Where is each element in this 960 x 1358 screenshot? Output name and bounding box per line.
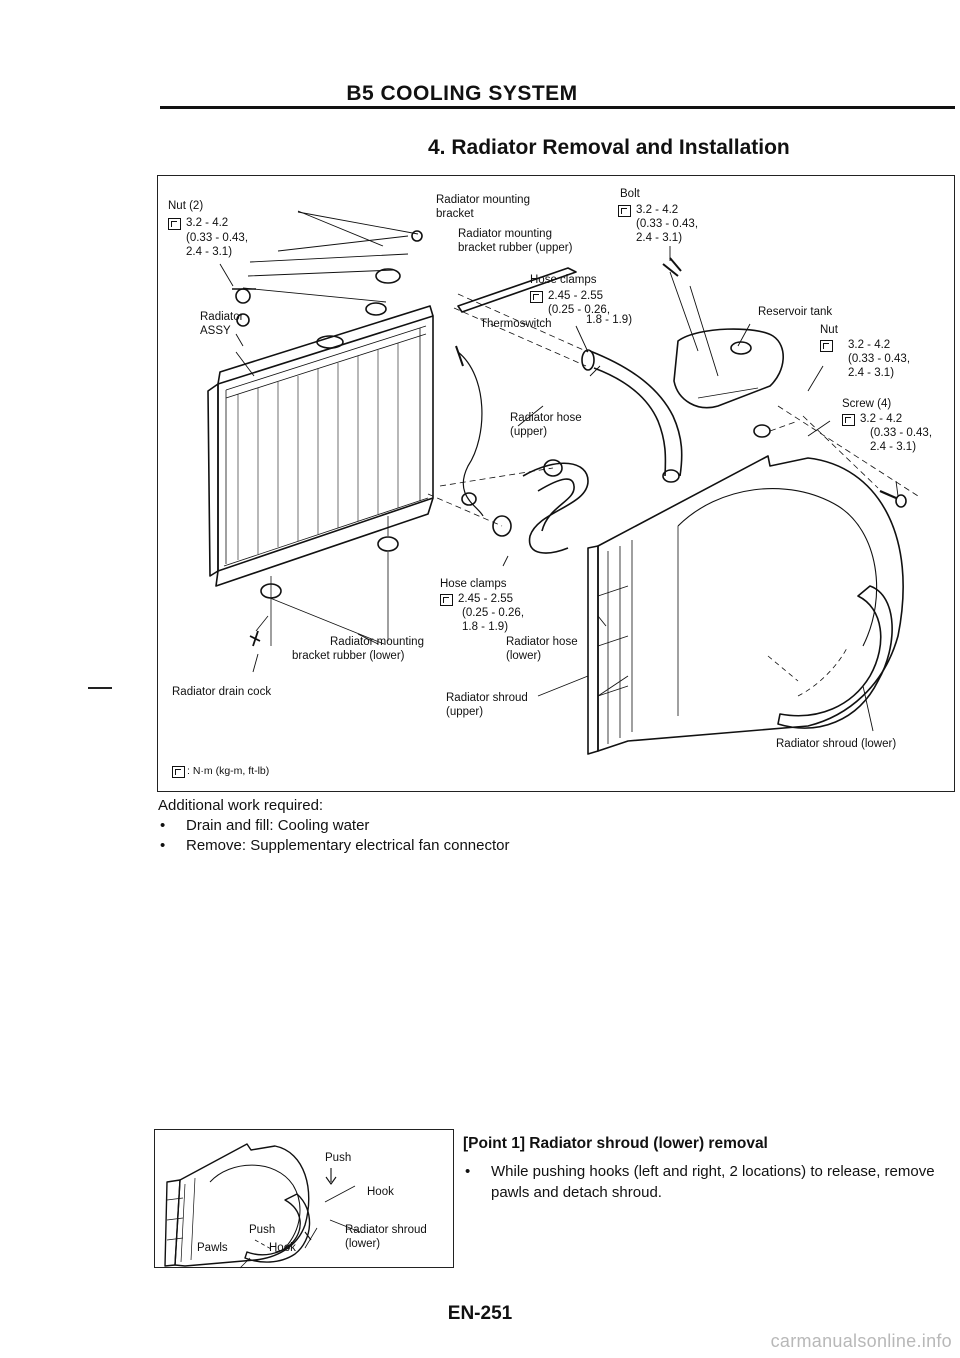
label-hose-clamps-bottom-ftlb: 1.8 - 1.9) — [462, 621, 509, 633]
point-1-instruction: • While pushing hooks (left and right, 2 locations) to release, remove pawls and detach shroud. — [463, 1161, 958, 1203]
label-bolt: Bolt — [620, 188, 640, 200]
label-push-bottom: Push — [249, 1224, 276, 1236]
label-nut-torque: 3.2 - 4.2 — [186, 217, 229, 229]
label-pawls: Pawls — [197, 1242, 228, 1254]
label-hose-clamps-bottom-kgm: (0.25 - 0.26, — [462, 607, 525, 619]
label-nut-right-kgm: (0.33 - 0.43, — [848, 353, 911, 365]
radiator-shroud-upper — [598, 456, 903, 751]
radiator-diagram-drawing — [158, 176, 956, 793]
label-nut: Nut — [820, 324, 838, 336]
label-screw-ftlb: 2.4 - 3.1) — [870, 441, 917, 453]
torque-icon — [842, 414, 855, 426]
label-bolt-torque-kgm: (0.33 - 0.43, — [636, 218, 699, 230]
label-radiator-assy-2: ASSY — [200, 325, 231, 337]
label-thermoswitch: Thermoswitch — [480, 318, 552, 330]
label-shroud-lower-2: Radiator shroud — [345, 1224, 427, 1236]
radiator-exploded-diagram — [157, 175, 955, 792]
label-shroud-upper: Radiator shroud — [446, 692, 528, 704]
label-mount-rubber-lower: Radiator mounting — [330, 636, 424, 648]
label-mount-rubber-lower-2: bracket rubber (lower) — [292, 650, 405, 662]
label-screw-kgm: (0.33 - 0.43, — [870, 427, 933, 439]
page-number: EN-251 — [447, 1303, 513, 1324]
label-nut-right-torque: 3.2 - 4.2 — [848, 339, 891, 351]
label-screw-4: Screw (4) — [842, 398, 892, 410]
label-drain-cock: Radiator drain cock — [172, 686, 272, 698]
label-hose-clamps-top-ftlb: 1.8 - 1.9) — [586, 314, 633, 326]
label-hook-bottom: Hook — [269, 1242, 296, 1254]
label-shroud-lower: Radiator shroud (lower) — [776, 738, 897, 750]
section-title: B5 COOLING SYSTEM — [346, 82, 578, 105]
point-1-title: [Point 1] Radiator shroud (lower) removal — [463, 1135, 768, 1152]
label-hose-upper-2: (upper) — [510, 426, 548, 438]
shroud-lower-removal-diagram — [154, 1129, 454, 1268]
label-hose-clamps-bottom: Hose clamps — [440, 578, 507, 590]
label-hose-lower: Radiator hose — [506, 636, 578, 648]
label-hose-clamps-top: Hose clamps — [530, 274, 597, 286]
list-item: • Remove: Supplementary electrical fan connector — [160, 837, 510, 854]
label-screw-torque: 3.2 - 4.2 — [860, 413, 903, 425]
label-hose-clamps-bottom-torque: 2.45 - 2.55 — [458, 593, 513, 605]
margin-mark — [88, 687, 112, 689]
label-mount-rubber-upper-2: bracket rubber (upper) — [458, 242, 573, 254]
label-torque-units: : N·m (kg-m, ft-lb) — [187, 765, 270, 777]
label-hose-lower-2: (lower) — [506, 650, 542, 662]
label-nut-torque-ftlb: 2.4 - 3.1) — [186, 246, 233, 258]
torque-icon — [168, 218, 181, 230]
label-mounting-bracket: Radiator mounting — [436, 194, 530, 206]
label-mounting-bracket-2: bracket — [436, 208, 474, 220]
label-nut-right-ftlb: 2.4 - 3.1) — [848, 367, 895, 379]
page-title: 4. Radiator Removal and Installation — [428, 136, 790, 159]
label-shroud-upper-2: (upper) — [446, 706, 484, 718]
label-hook-right: Hook — [367, 1186, 394, 1198]
label-hose-clamps-top-kgm: (0.25 - 0.26, — [548, 304, 611, 316]
reservoir-tank — [674, 329, 783, 408]
label-shroud-lower-3: (lower) — [345, 1238, 381, 1250]
torque-icon — [440, 594, 453, 606]
label-hose-upper: Radiator hose — [510, 412, 582, 424]
torque-icon — [618, 205, 631, 217]
torque-icon — [530, 291, 543, 303]
lower-radiator-hose — [523, 463, 588, 553]
torque-icon — [172, 766, 185, 778]
label-radiator-assy: Radiator — [200, 311, 244, 323]
upper-radiator-hose — [590, 351, 682, 476]
label-push-top: Push — [325, 1152, 352, 1164]
point-1-bullet-text: While pushing hooks (left and right, 2 locations) to release, remove pawls and detach shroud. — [491, 1163, 935, 1201]
label-hose-clamps-top-torque: 2.45 - 2.55 — [548, 290, 603, 302]
additional-work-notes — [158, 796, 510, 856]
radiator-left-tank — [208, 384, 218, 576]
label-nut-torque-kgm: (0.33 - 0.43, — [186, 232, 249, 244]
torque-icon — [820, 340, 833, 352]
label-bolt-torque-ftlb: 2.4 - 3.1) — [636, 232, 683, 244]
list-item: • Drain and fill: Cooling water — [160, 817, 370, 834]
radiator-core — [218, 316, 433, 571]
watermark: carmanualsonline.info — [770, 1331, 952, 1351]
header-rule — [160, 106, 955, 109]
label-bolt-torque: 3.2 - 4.2 — [636, 204, 679, 216]
label-nut-2: Nut (2) — [168, 200, 204, 212]
notes-heading: Additional work required: — [158, 797, 324, 814]
label-mount-rubber-upper: Radiator mounting — [458, 228, 552, 240]
label-reservoir-tank: Reservoir tank — [758, 306, 833, 318]
